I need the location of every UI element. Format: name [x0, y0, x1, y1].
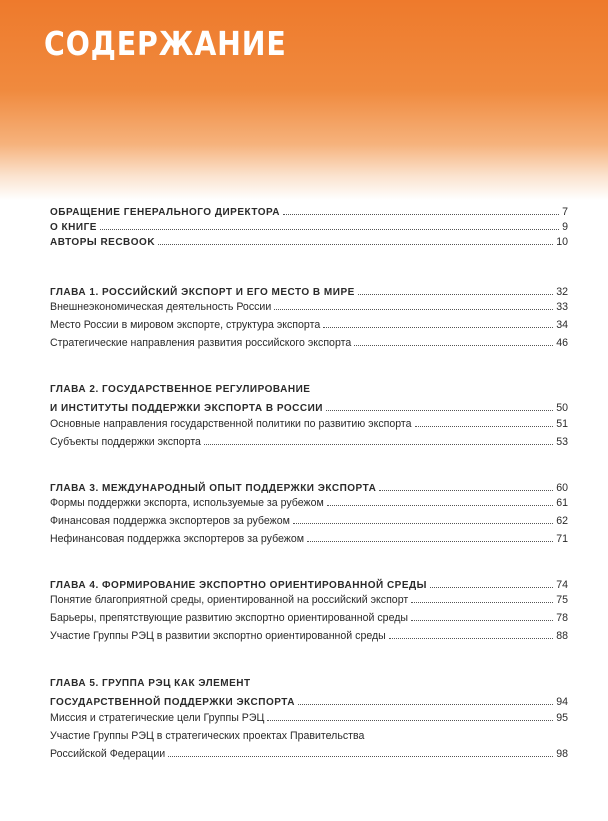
toc-entry-label: ОБРАЩЕНИЕ ГЕНЕРАЛЬНОГО ДИРЕКТОРА [50, 207, 281, 218]
toc-entry[interactable] [50, 612, 568, 625]
toc-chapter-label: И ИНСТИТУТЫ ПОДДЕРЖКИ ЭКСПОРТА В РОССИИ [50, 403, 323, 414]
toc-entry[interactable] [50, 319, 568, 332]
toc-entry-label: Понятие благоприятной среды, ориентированной на российский экспорт [50, 594, 409, 606]
toc-entry[interactable] [50, 436, 568, 449]
toc-entry[interactable] [50, 337, 568, 350]
toc-entry[interactable] [50, 497, 568, 510]
toc-entry-page: 61 [556, 497, 568, 509]
toc-entry[interactable] [50, 748, 568, 761]
toc-chapter-label: ГОСУДАРСТВЕННОЙ ПОДДЕРЖКИ ЭКСПОРТА [50, 697, 295, 708]
leader-dots [283, 206, 559, 215]
leader-dots [298, 696, 553, 705]
toc-chapter-page: 94 [556, 696, 568, 708]
toc-chapter-1[interactable] [50, 286, 568, 299]
toc-entry[interactable] [50, 594, 568, 607]
toc-entry[interactable] [50, 301, 568, 314]
leader-dots [354, 337, 553, 346]
toc-chapter-5[interactable] [50, 696, 568, 709]
leader-dots [430, 579, 553, 588]
leader-dots [327, 497, 553, 506]
toc-chapter-page: 50 [556, 402, 568, 414]
toc-entry-label: АВТОРЫ RECBOOK [50, 237, 156, 248]
leader-dots [204, 436, 553, 445]
toc-entry-page: 46 [556, 337, 568, 349]
toc-entry-label: Субъекты поддержки экспорта [50, 436, 201, 448]
toc-entry[interactable] [50, 418, 568, 431]
toc-chapter-page: 60 [556, 482, 568, 494]
toc-entry-line1[interactable]: Участие Группы РЭЦ в стратегических проектах Правительства [50, 730, 365, 742]
toc-entry-page: 51 [556, 418, 568, 430]
toc-entry-page: 9 [562, 221, 568, 233]
leader-dots [379, 482, 553, 491]
toc-chapter-page: 32 [556, 286, 568, 298]
toc-chapter-3[interactable] [50, 482, 568, 495]
toc-chapter-4[interactable] [50, 579, 568, 592]
toc-entry-page: 7 [562, 206, 568, 218]
toc-entry-page: 53 [556, 436, 568, 448]
toc-chapter-5-line1[interactable]: ГЛАВА 5. ГРУППА РЭЦ КАК ЭЛЕМЕНТ [50, 678, 251, 689]
leader-dots [326, 402, 553, 411]
toc-entry-about-book[interactable] [50, 221, 568, 234]
toc-entry-label: Формы поддержки экспорта, используемые за рубежом [50, 497, 324, 509]
toc-entry-label: Участие Группы РЭЦ в развитии экспортно ориентированной среды [50, 630, 386, 642]
toc-entry-page: 78 [556, 612, 568, 624]
leader-dots [168, 748, 553, 757]
leader-dots [415, 418, 554, 427]
leader-dots [358, 286, 553, 295]
toc-entry[interactable] [50, 712, 568, 725]
toc-entry-label: Барьеры, препятствующие развитию экспортно ориентированной среды [50, 612, 409, 624]
toc-chapter-label: ГЛАВА 4. ФОРМИРОВАНИЕ ЭКСПОРТНО ОРИЕНТИРОВАННОЙ СРЕДЫ [50, 580, 427, 591]
toc-entry-page: 75 [556, 594, 568, 606]
toc-entry-label: Внешнеэкономическая деятельность России [50, 301, 272, 313]
toc-entry[interactable] [50, 630, 568, 643]
leader-dots [389, 630, 553, 639]
leader-dots [158, 236, 553, 245]
toc-entry-label: Финансовая поддержка экспортеров за рубежом [50, 515, 290, 527]
leader-dots [293, 515, 553, 524]
toc-entry-label: Место России в мировом экспорте, структура экспорта [50, 319, 321, 331]
toc-entry-page: 95 [556, 712, 568, 724]
toc-entry-label: Российской Федерации [50, 748, 166, 760]
toc-entry-page: 33 [556, 301, 568, 313]
leader-dots [411, 594, 553, 603]
toc-entry[interactable] [50, 515, 568, 528]
toc-chapter-page: 74 [556, 579, 568, 591]
toc-entry-page: 34 [556, 319, 568, 331]
toc-chapter-2-line1[interactable]: ГЛАВА 2. ГОСУДАРСТВЕННОЕ РЕГУЛИРОВАНИЕ [50, 384, 311, 395]
toc-entry-label: Нефинансовая поддержка экспортеров за рубежом [50, 533, 305, 545]
toc-entry-label: Миссия и стратегические цели Группы РЭЦ [50, 712, 265, 724]
toc-entry-page: 71 [556, 533, 568, 545]
leader-dots [307, 533, 553, 542]
toc-entry-page: 62 [556, 515, 568, 527]
toc-entry-page: 10 [556, 236, 568, 248]
toc-entry-label: Основные направления государственной политики по развитию экспорта [50, 418, 412, 430]
toc-entry-director-address[interactable] [50, 206, 568, 219]
toc-entry[interactable] [50, 533, 568, 546]
toc-chapter-label: ГЛАВА 1. РОССИЙСКИЙ ЭКСПОРТ И ЕГО МЕСТО В МИРЕ [50, 287, 355, 298]
leader-dots [267, 712, 553, 721]
toc-chapter-label: ГЛАВА 3. МЕЖДУНАРОДНЫЙ ОПЫТ ПОДДЕРЖКИ ЭКСПОРТА [50, 483, 377, 494]
toc-entry-page: 98 [556, 748, 568, 760]
leader-dots [411, 612, 553, 621]
leader-dots [100, 221, 559, 230]
table-of-contents [50, 206, 568, 761]
toc-entry-authors[interactable] [50, 236, 568, 249]
page-title: СОДЕРЖАНИЕ [44, 24, 287, 63]
leader-dots [323, 319, 553, 328]
leader-dots [274, 301, 553, 310]
toc-chapter-2[interactable] [50, 402, 568, 415]
toc-entry-label: Стратегические направления развития российского экспорта [50, 337, 352, 349]
toc-entry-label: О КНИГЕ [50, 222, 97, 233]
toc-entry-page: 88 [556, 630, 568, 642]
